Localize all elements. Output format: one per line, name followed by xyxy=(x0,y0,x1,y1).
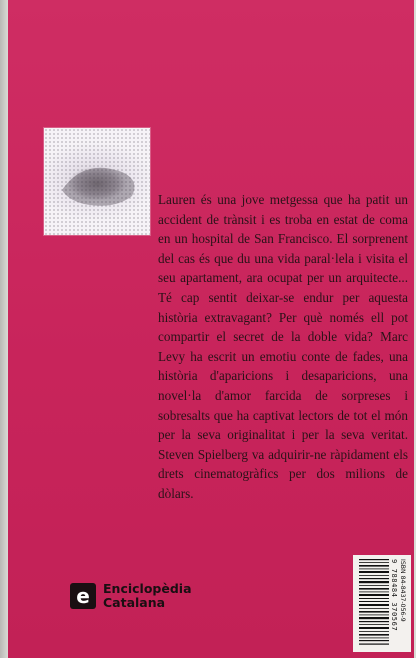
publisher-name-line2: Catalana xyxy=(103,595,166,610)
publisher-logo xyxy=(70,582,192,610)
publisher-name-line1: Enciclopèdia xyxy=(103,581,192,596)
synopsis-text: Lauren és una jove metgessa que ha patit un accident de trànsit i es troba en estat de coma en un hospital de San Francisco. El sorprenent del cas és que du una vida paral·lela i visita el seu apartament, ara ocupat per un arquitecte... Té cap sentit deixar-se endur per aquesta història extravagant? Per què només ell pot compartir el secret de la doble vida? Marc Levy ha escrit un emotiu conte de fades, una història d'aparicions i desaparicions, una novel·la d'amor farcida de sorpreses i sobresalts que ha captivat lectors de tot el món per la seva originalitat i per la seva veritat. Steven Spielberg va adquirir-ne ràpidament els drets cinematogràfics per dos milions de dòlars. xyxy=(158,192,408,501)
barcode-label xyxy=(353,555,411,652)
publisher-name xyxy=(103,582,192,610)
isbn-text: ISBN 84-8437-056-9 xyxy=(399,559,406,622)
halftone-pattern xyxy=(44,128,150,235)
book-spine-edge xyxy=(0,0,8,658)
barcode-icon xyxy=(359,559,389,645)
back-cover xyxy=(8,0,414,658)
publisher-logo-icon: e xyxy=(70,583,96,609)
barcode-digits: 9 788484 370567 xyxy=(390,559,398,632)
cover-photo xyxy=(44,128,150,235)
